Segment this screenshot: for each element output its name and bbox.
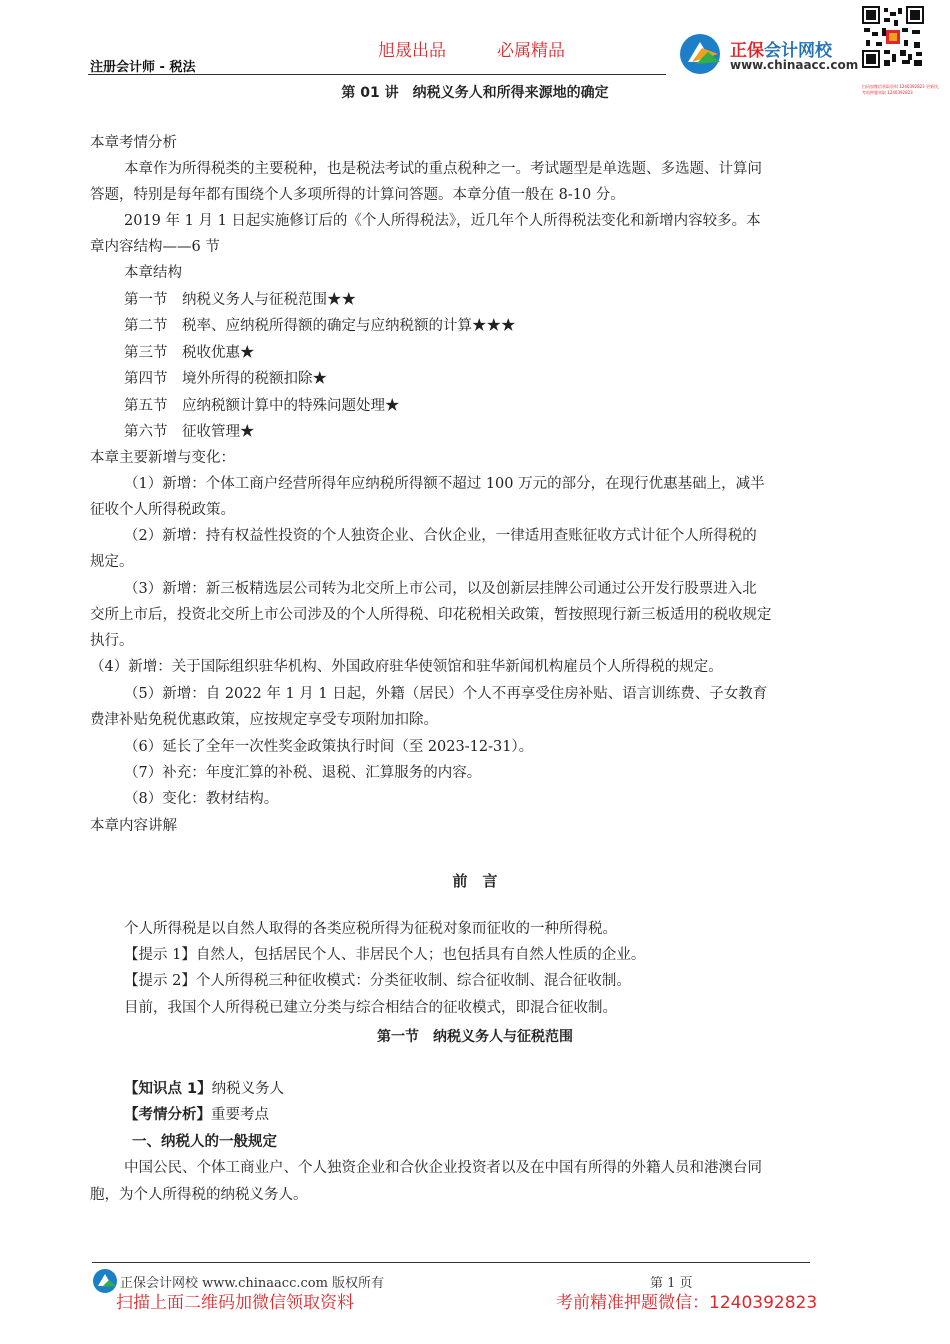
page-number: 第 1 页	[650, 1276, 693, 1291]
paragraph: 答题，特别是每年都有围绕个人多项所得的计算问答题。本章分值一般在 8-10 分。	[90, 187, 625, 203]
section-list-item: 第六节 征收管理★	[124, 424, 255, 440]
preface-tip: 【提示 1】自然人，包括居民个人、非居民个人；也包括具有自然人性质的企业。	[124, 947, 646, 963]
exam-analysis: 【考情分析】重要考点	[124, 1107, 269, 1123]
change-item: 规定。	[90, 554, 134, 570]
section-list-item: 第一节 纳税义务人与征税范围★★	[124, 292, 356, 308]
change-item: （5）新增：自 2022 年 1 月 1 日起，外籍（居民）个人不再享受住房补贴、语言训练费、子女教育	[124, 686, 768, 702]
preface-paragraph: 目前，我国个人所得税已建立分类与综合相结合的征收模式，即混合征收制。	[124, 1000, 617, 1016]
change-item: （6）延长了全年一次性奖金政策执行时间（至 2023-12-31）。	[124, 739, 534, 755]
change-item: （7）补充：年度汇算的补税、退税、汇算服务的内容。	[124, 765, 482, 781]
footer-logo-icon	[92, 1268, 118, 1294]
lecture-title: 第 01 讲 纳税义务人和所得来源地的确定	[341, 85, 609, 101]
section-list-item: 第三节 税收优惠★	[124, 345, 255, 361]
analysis-heading: 本章考情分析	[90, 135, 177, 151]
change-item: （4）新增：关于国际组织驻华机构、外国政府驻华使领馆和驻华新闻机构雇员个人所得税的规定。	[90, 659, 723, 675]
paragraph: 2019 年 1 月 1 日起实施修订后的《个人所得税法》，近几年个人所得税法变化和新增内容较多。本	[124, 213, 761, 229]
footer-copyright: 正保会计网校 www.chinaacc.com 版权所有	[120, 1276, 385, 1291]
change-item: 执行。	[90, 633, 134, 649]
section-title: 第一节 纳税义务人与征税范围	[377, 1029, 573, 1045]
footer-rule	[92, 1262, 810, 1263]
section-list-item: 第二节 税率、应纳税所得额的确定与应纳税额的计算★★★	[124, 318, 516, 334]
slogan-left: 旭晟出品	[378, 41, 446, 61]
section-list-item: 第五节 应纳税额计算中的特殊问题处理★	[124, 398, 400, 414]
change-item: （1）新增：个体工商户经营所得年应纳税所得额不超过 100 万元的部分，在现行优惠基础上，减半	[124, 476, 765, 492]
change-item: （2）新增：持有权益性投资的个人独资企业、合伙企业，一律适用查账征收方式计征个人所得税的	[124, 528, 757, 544]
change-item: （8）变化：教材结构。	[124, 791, 279, 807]
chinaacc-logo-icon	[678, 32, 726, 76]
section-list-item: 第四节 境外所得的税额扣除★	[124, 371, 327, 387]
change-item: 交所上市后，投资北交所上市公司涉及的个人所得税、印花税相关政策，暂按照现行新三板适用的税收规定	[90, 607, 772, 623]
logo-url: www.chinaacc.com	[730, 58, 859, 72]
content-heading: 本章内容讲解	[90, 818, 177, 834]
promo-right: 考前精准押题微信：1240392823	[556, 1293, 818, 1313]
course-name: 注册会计师 - 税法	[90, 60, 196, 75]
qr-code-icon	[862, 6, 924, 68]
changes-heading: 本章主要新增与变化：	[90, 450, 235, 466]
slogan-right: 必属精品	[497, 41, 565, 61]
preface-tip: 【提示 2】个人所得税三种征收模式：分类征收制、综合征收制、混合征收制。	[124, 973, 631, 989]
change-item: （3）新增：新三板精选层公司转为北交所上市公司，以及创新层挂牌公司通过公开发行股票进入北	[124, 581, 757, 597]
paragraph: 本章作为所得税类的主要税种，也是税法考试的重点税种之一。考试题型是单选题、多选题、计算问	[124, 161, 762, 177]
logo-name: 正保会计网校	[730, 41, 832, 61]
preface-title: 前 言	[452, 872, 498, 890]
paragraph: 胞，为个人所得税的纳税义务人。	[90, 1187, 308, 1203]
qr-note: 扫码加微信领取资料 1240392823 更新快，考前押题领取 1240392823	[862, 84, 942, 95]
change-item: 征收个人所得税政策。	[90, 502, 235, 518]
paragraph: 中国公民、个体工商业户、个人独资企业和合伙企业投资者以及在中国有所得的外籍人员和港澳台同	[124, 1160, 762, 1176]
structure-heading: 本章结构	[124, 265, 182, 281]
subheading: 一、纳税人的一般规定	[132, 1134, 277, 1150]
knowledge-point: 【知识点 1】纳税义务人	[124, 1081, 285, 1097]
promo-left: 扫描上面二维码加微信领取资料	[116, 1293, 354, 1313]
header-rule	[88, 74, 666, 75]
paragraph: 章内容结构——6 节	[90, 239, 220, 255]
preface-paragraph: 个人所得税是以自然人取得的各类应税所得为征税对象而征收的一种所得税。	[124, 921, 617, 937]
change-item: 费津补贴免税优惠政策，应按规定享受专项附加扣除。	[90, 712, 438, 728]
